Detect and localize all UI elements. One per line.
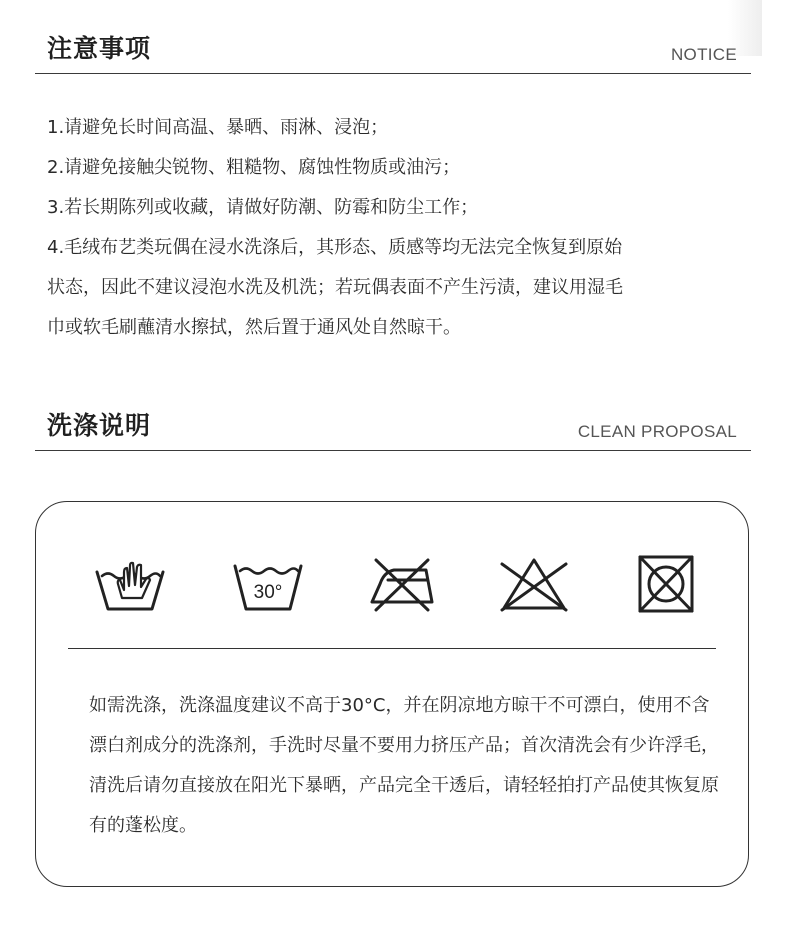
card-divider [68, 648, 716, 649]
notice-item: 3.若长期陈列或收藏，请做好防潮、防霉和防尘工作； [47, 197, 479, 218]
notice-title: 注意事项 [47, 34, 152, 63]
do-not-iron-icon [368, 554, 440, 614]
notice-item: 状态，因此不建议浸泡水洗及机洗；若玩偶表面不产生污渍，建议用湿毛 [47, 277, 623, 298]
do-not-bleach-icon [498, 554, 570, 614]
notice-subtitle: NOTICE [670, 45, 737, 64]
wash-30-icon [232, 554, 304, 614]
notice-item: 巾或软毛刷蘸清水擦拭，然后置于通风处自然晾干。 [47, 317, 461, 338]
clean-subtitle: CLEAN PROPOSAL [577, 422, 737, 441]
notice-list [47, 108, 747, 348]
do-not-tumble-dry-icon [630, 554, 702, 614]
care-description: 如需洗涤，洗涤温度建议不高于30°C，并在阴凉地方晾干不可漂白，使用不含漂白剂成分的洗涤剂，手洗时尽量不要用力挤压产品；首次清洗会有少许浮毛，清洗后请勿直接放在阳光下暴晒，产品完全干透后，请轻轻拍打产品使其恢复原有的蓬松度。 [89, 695, 719, 836]
care-instructions-card [35, 501, 749, 887]
notice-item: 2.请避免接触尖锐物、粗糙物、腐蚀性物质或油污； [47, 157, 461, 178]
wash-temperature-label: 30° [253, 582, 283, 603]
clean-section-header [35, 410, 751, 451]
notice-item: 4.毛绒布艺类玩偶在浸水洗涤后，其形态、质感等均无法完全恢复到原始 [47, 237, 623, 258]
hand-wash-icon [94, 554, 166, 614]
care-icon-row [36, 554, 748, 614]
notice-section-header [35, 33, 751, 74]
clean-title: 洗涤说明 [47, 411, 152, 440]
notice-item: 1.请避免长时间高温、暴晒、雨淋、浸泡； [47, 117, 389, 138]
